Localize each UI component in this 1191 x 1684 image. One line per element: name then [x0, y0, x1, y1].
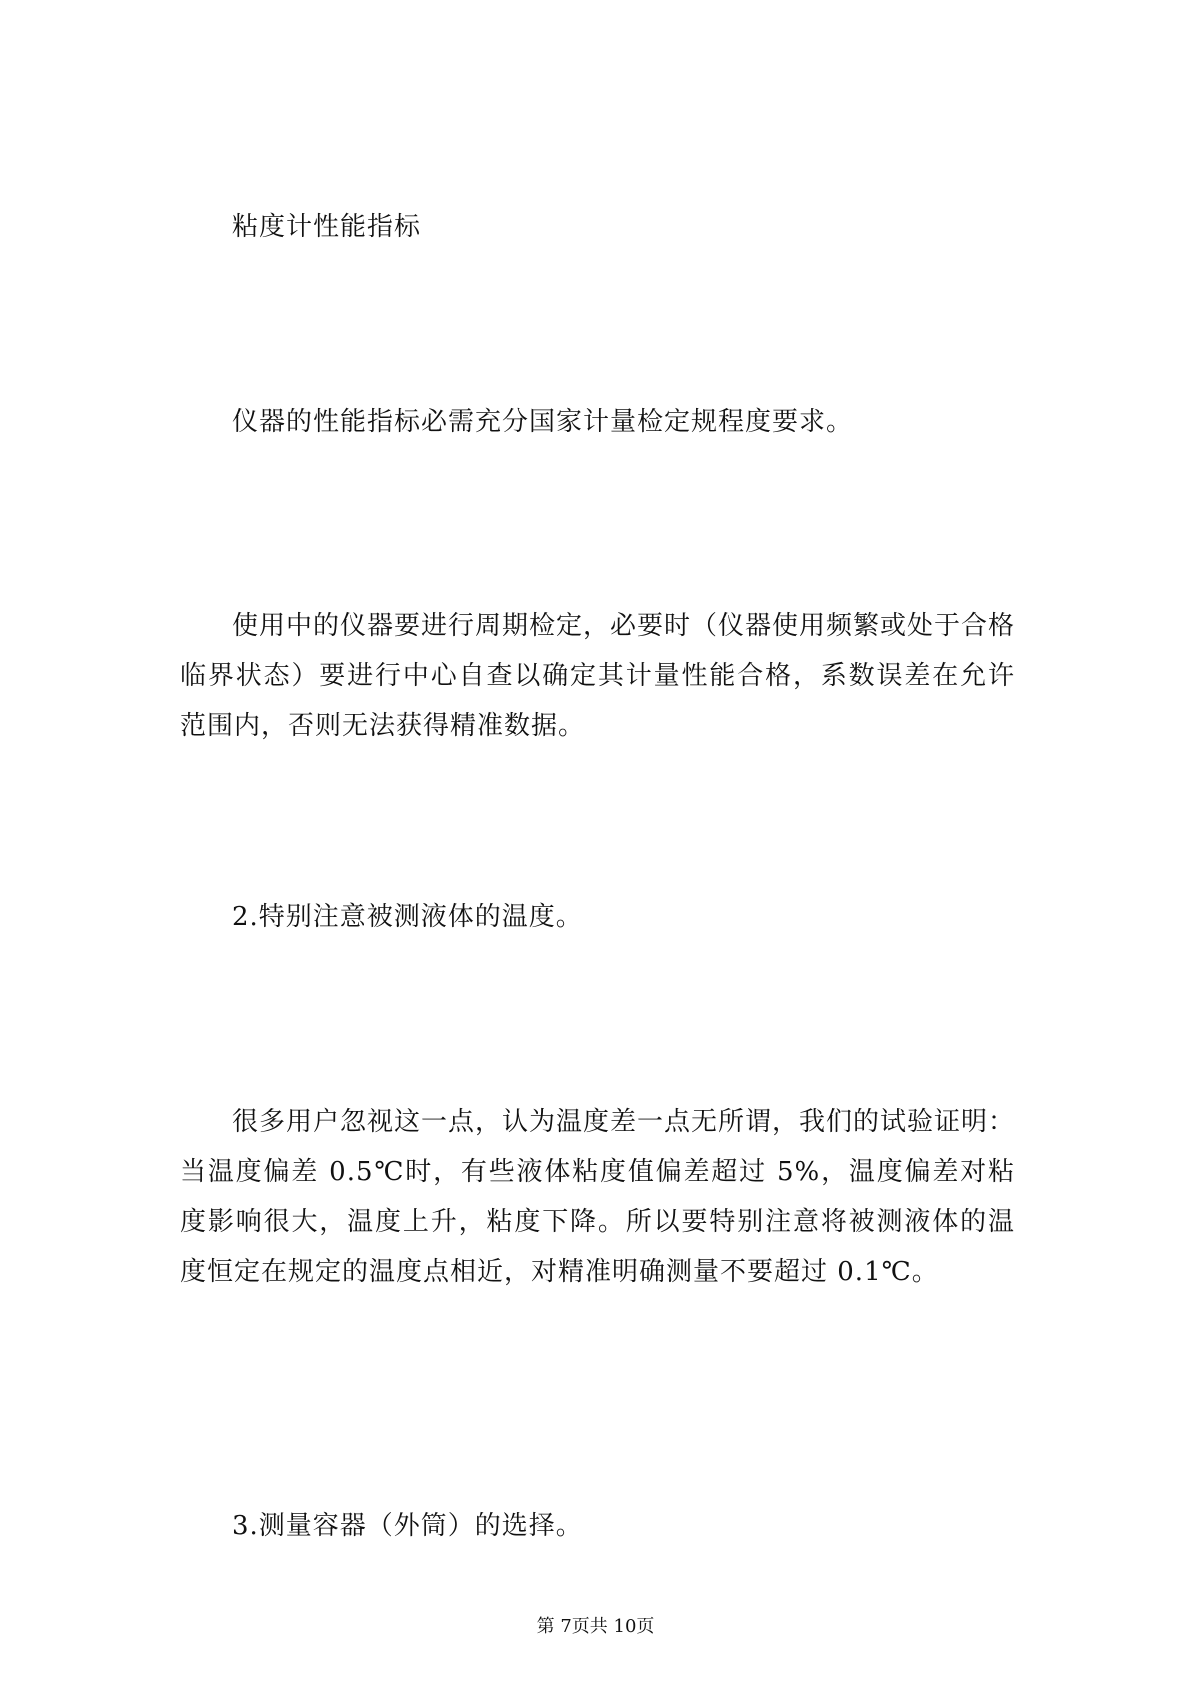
section-heading: 粘度计性能指标 — [232, 212, 422, 242]
numbered-heading: 3.测量容器（外筒）的选择。 — [232, 1511, 583, 1541]
paragraph: 很多用户忽视这一点，认为温度差一点无所谓，我们的试验证明：当温度偏差 0.5℃时，有些液体粘度值偏差超过 5%，温度偏差对粘度影响很大，温度上升，粘度下降。所以要特别注意将被测液体的温度恒定在规定的温度点相近，对精准明确测量不要超过 0.1℃。 — [180, 1107, 1016, 1287]
paragraph: 使用中的仪器要进行周期检定，必要时（仪器使用频繁或处于合格临界状态）要进行中心自查以确定其计量性能合格，系数误差在允许范围内，否则无法获得精准数据。 — [180, 611, 1016, 741]
numbered-heading: 2.特别注意被测液体的温度。 — [232, 902, 583, 932]
page-footer: 第 7页共 10页 — [536, 1616, 655, 1637]
paragraph: 仪器的性能指标必需充分国家计量检定规程度要求。 — [232, 407, 854, 437]
